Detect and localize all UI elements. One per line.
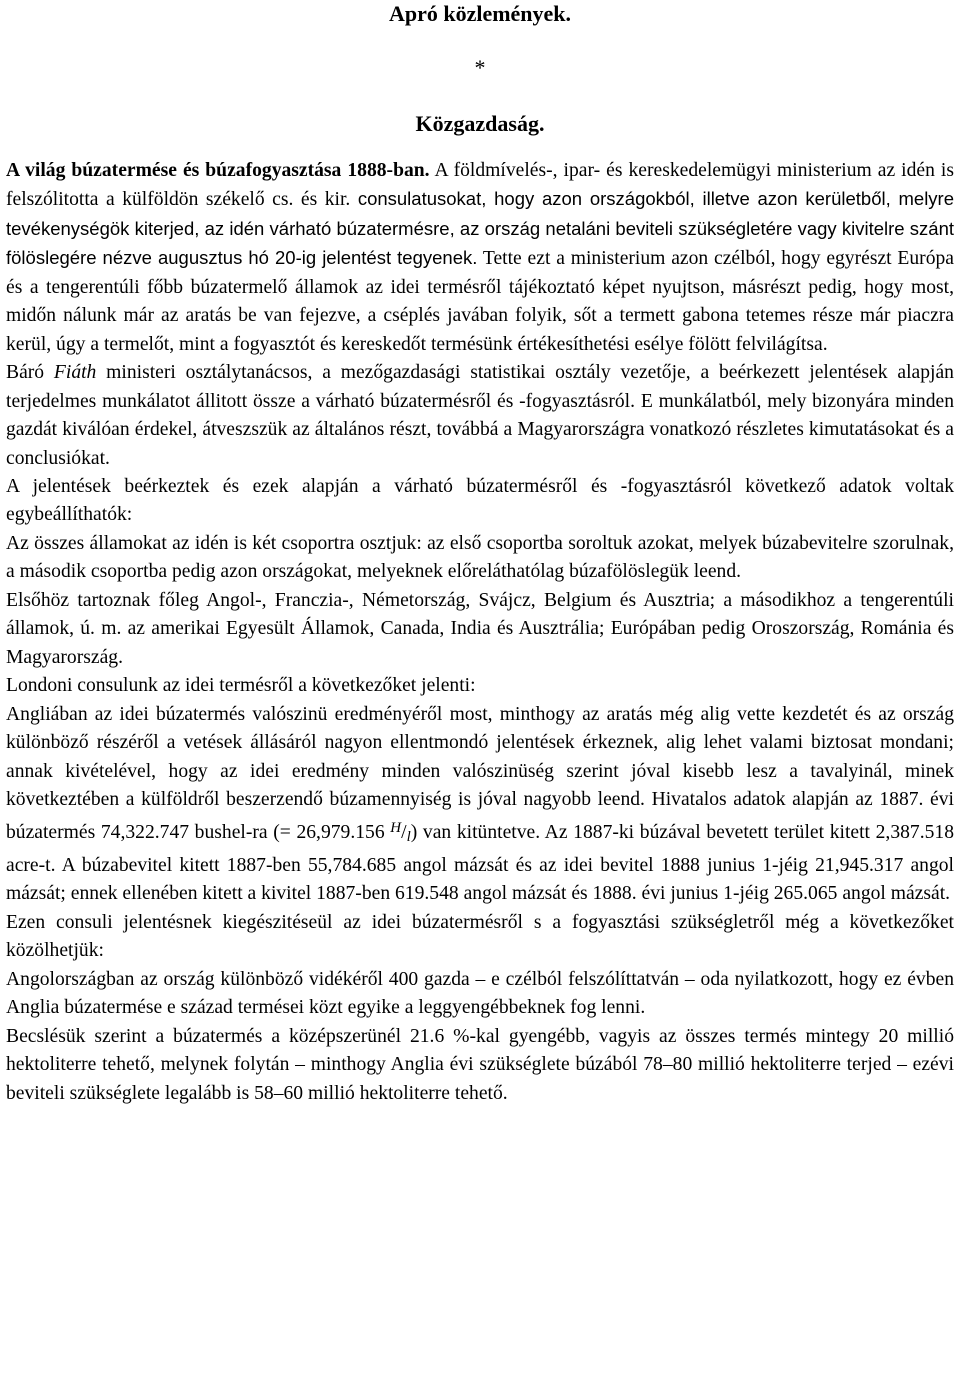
paragraph-groups: Az összes államokat az idén is két csoportra osztjuk: az első csoportba soroltuk azokat, melyek búzabevitelre szorulnak, a második csoportba pedig azon országokat, melyeknek előreláthatólag búzafölöslegük leend. [6,532,954,583]
section-heading: Közgazdaság. [415,111,545,136]
article-body [6,157,954,1108]
paragraph-fiath-text-a: Báró [6,362,54,384]
paragraph-england-text-a: Angliában az idei búzatermés valószinü eredményéről most, minthogy az aratás még alig vette kezdetét és az ország különböző részéről a vetések állásáról nagyon ellentmondó jelentések érkeznek, alig lehet valami biztosat mondani; annak kivételével, hogy az idei eredmény minden valószinüség szerint jóval kisebb lesz a tavalyinál, minek következtében a külföldről beszerzendő búzamennyiség is jóval nagyobb leend. Hivatalos adatok alapján az 1887. évi búzatermés 74,322.747 bushel-ra (= 26,979.156 [6,703,954,844]
paragraph-intro-text-c: Tette ezt a ministerium azon czélból, hogy egyrészt Európa és a tengerentúli főbb búzatermelő államok az idei termésről tájékoztató képet nyujtson, másrészt pedig, hogy most, midőn nálunk már az aratás be van fejezve, a cséplés javában folyik, sőt a termett gabona tetemes része már piaczra kerül, úgy a termelőt, mint a fogyasztót és kereskedőt termésünk értékesíthetési esélye fölött felvilágítsa. [6,248,954,355]
paragraph-countries: Elsőhöz tartoznak főleg Angol-, Franczia-, Németország, Svájcz, Belgium és Ausztria; a másodikhoz a tengerentúli államok, ú. m. az amerikai Egyesült Államok, Canada, India és Ausztrália; Európában pedig Oroszország, Románia és Magyarország. [6,589,954,668]
unit-numerator: H [390,820,402,837]
section-separator: * [474,55,486,80]
paragraph-fiath-text-b: ministeri osztálytanácsos, a mezőgazdasági statistikai osztály vezetője, a beérkezett jelentések alapján terjedelmes munkálatot állitott össze a várható búzatermésről és -fogyasztásról. E munkálatból, mely bizonyára minden gazdát kiválóan érdekel, átveszszük az általános részt, továbbá a Magyarországra vonatkozó részletes kimutatásokat és a conclusiókat. [6,362,954,469]
paragraph-reports: A jelentések beérkeztek és ezek alapján a várható búzatermésről és -fogyasztásról következő adatok voltak egybeállíthatók: [6,475,954,526]
paragraph-intro [6,157,954,359]
paragraph-farmers: Angolországban az ország különböző vidékéről 400 gazda – e czélból felszólíttatván – oda nyilatkozott, hogy ez évben Anglia búzatermése e század termései közt egyike a leggyengébbeknek fog lenni. [6,968,954,1019]
paragraph-estimate: Becslésük szerint a búzatermés a középszerünél 21.6 %-kal gyengébb, vagyis az összes termés mintegy 20 millió hektoliterre tehető, melynek folytán – minthogy Anglia évi szükséglete búzából 78–80 millió hektoliterre terjed – ezévi beviteli szükséglete legalább is 58–60 millió hektoliterre tehető. [6,1025,954,1104]
paragraph-england-text-b: ) van kitüntetve. Az 1887-ki búzával bevetett terület kitett 2,387.518 acre-t. A búzabevitel kitett 1887-ben 55,784.685 angol mázsát és az idei bevitel 1888 junius 1-jéig 21,945.317 angol mázsát; ennek ellenében kitett a kivitel 1887-ben 619.548 angol mázsát és 1888. évi junius 1-jéig 265.065 angol mázsát. [6,822,954,905]
paragraph-intro-text-b: consulatusokat, hogy azon országokból, illetve azon kerületből, melyre tevékenységök kiterjed, az idén várható búzatermésre, az ország netaláni beviteli szükségletére vagy kivitelre szánt fölöslegére nézve augusztus hó 20-ig jelentést tegyenek. [6,188,954,269]
page-title: Apró közlemények. [388,1,572,26]
unit-separator: / [401,822,407,844]
paragraph-fiath [6,359,954,473]
paragraph-england [6,701,954,909]
unit-denominator: l [406,829,411,846]
paragraph-supplement: Ezen consuli jelentésnek kiegészitéseül az idei búzatermésről s a fogyasztási szükségletről még a következőket közölhetjük: [6,911,954,962]
document-page [6,0,954,1108]
person-name: Fiáth [53,362,97,384]
paragraph-intro-text-a: A földmívelés-, ipar- és kereskedelemügyi ministerium az idén is felszólitotta a külföldön székelő cs. és kir. [6,160,954,211]
article-lead: A világ búzatermése és búzafogyasztása 1888-ban. [6,160,430,181]
paragraph-london: Londoni consulunk az idei termésről a következőket jelenti: [6,675,476,697]
